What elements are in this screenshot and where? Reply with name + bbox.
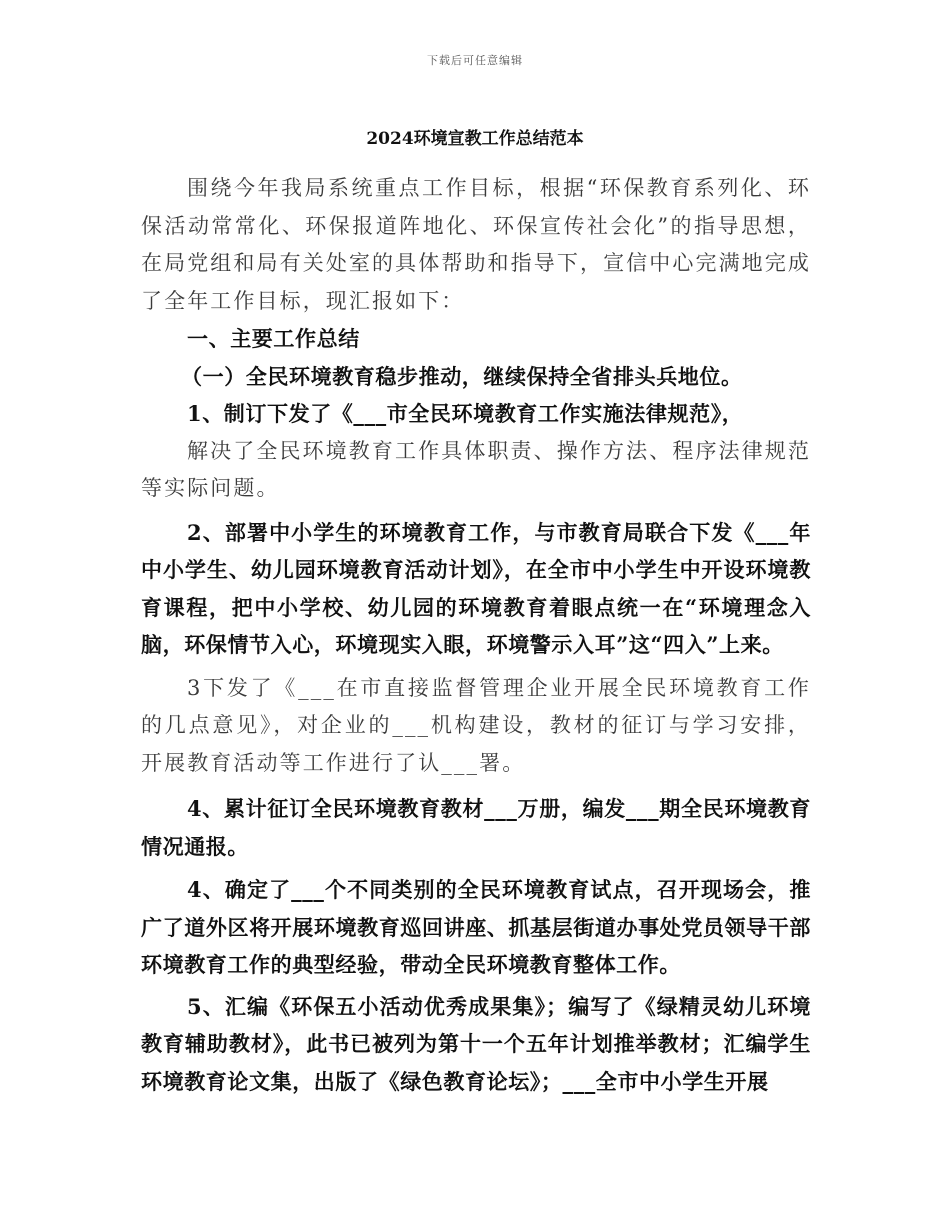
- item-4b-paragraph: 4、确定了___个不同类别的全民环境教育试点，召开现场会，推广了道外区将开展环境教育巡回讲座、抓基层街道办事处党员领导干部环境教育工作的典型经验，带动全民环境教育整体工作。: [141, 877, 811, 977]
- document-title: 2024环境宣教工作总结范本: [366, 129, 584, 149]
- item-5-paragraph: 5、汇编《环保五小活动优秀成果集》；编写了《绿精灵幼儿环境教育辅助教材》，此书已被列为第十一个五年计划推举教材；汇编学生环境教育论文集，出版了《绿色教育论坛》；___全市中小学生开展: [141, 993, 811, 1094]
- item-2-paragraph: 2、部署中小学生的环境教育工作，与市教育局联合下发《___年中小学生、幼儿园环境教育活动计划》，在全市中小学生中开设环境教育课程，把中小学校、幼儿园的环境教育着眼点统一在“环境理念入脑，环保情节入心，环境现实入眼，环境警示入耳”这“四入”上来。: [141, 519, 811, 657]
- section-heading: 一、主要工作总结: [187, 326, 360, 351]
- item-1-heading: 1、制订下发了《___市全民环境教育工作实施法律规范》，: [187, 401, 744, 426]
- item-3-paragraph: 3下发了《___在市直接监督管理企业开展全民环境教育工作的几点意见》，对企业的___机构建设，教材的征订与学习安排，开展教育活动等工作进行了认___署。: [141, 675, 811, 775]
- item-4a-paragraph: 4、累计征订全民环境教育教材___万册，编发___期全民环境教育情况通报。: [141, 796, 811, 859]
- subsection-heading: （一）全民环境教育稳步推动，继续保持全省排头兵地位。: [181, 363, 743, 389]
- document-body: [141, 170, 811, 1100]
- intro-paragraph: 围绕今年我局系统重点工作目标，根据“环保教育系列化、环保活动常常化、环保报道阵地化、环保宣传社会化”的指导思想，在局党组和局有关处室的具体帮助和指导下，宣信中心完满地完成了全年工作目标，现汇报如下：: [141, 176, 811, 313]
- item-1-body: 解决了全民环境教育工作具体职责、操作方法、程序法律规范等实际问题。: [141, 438, 811, 500]
- header-note: 下载后可任意编辑: [427, 54, 523, 67]
